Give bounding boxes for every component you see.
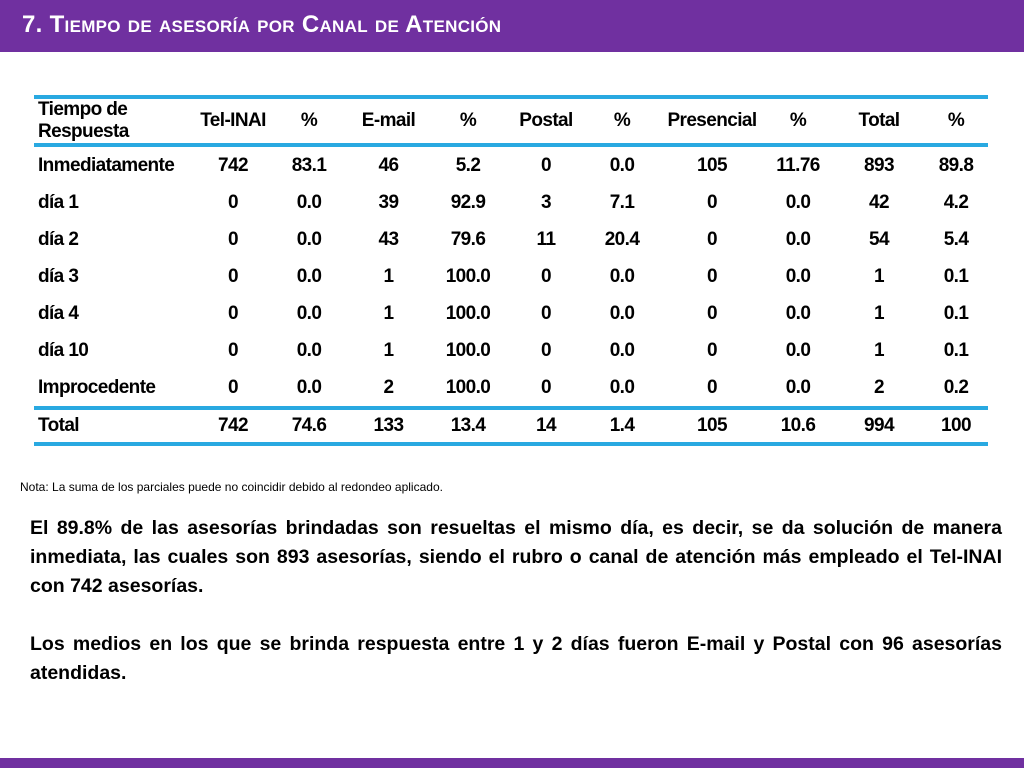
table-cell: 0	[228, 376, 238, 398]
column-header: E-mail	[361, 110, 416, 131]
row-label: día 1	[38, 191, 79, 213]
total-label: Total	[38, 415, 79, 436]
table-cell: 100.0	[445, 265, 491, 287]
summary-paragraph: El 89.8% de las asesorías brindadas son resueltas el mismo día, es decir, se da solución de manera inmediata, las cuales son 893 asesorías, siendo el rubro o canal de atención más empleado el Tel-INAI con 742 asesorías.	[30, 517, 1002, 597]
table-cell: 3	[541, 191, 551, 213]
column-header: Tiempo de Respuesta	[38, 99, 129, 142]
table-cell: 2	[874, 376, 884, 398]
column-header: %	[613, 110, 631, 131]
table-row	[34, 184, 988, 221]
table-cell: 0	[707, 339, 717, 361]
table-cell: 1	[874, 265, 884, 287]
table-cell: 1	[383, 339, 394, 361]
table-cell: 105	[697, 154, 727, 176]
table-cell: 0.0	[609, 302, 635, 324]
table-row	[34, 221, 988, 258]
table-row	[34, 258, 988, 295]
table-cell: 0.0	[296, 302, 322, 324]
total-cell: 74.6	[291, 415, 327, 436]
table-cell: 5.4	[943, 228, 969, 250]
page-title: 7. Tiempo de asesoría por Canal de Atención	[22, 11, 502, 38]
table-cell: 0	[228, 302, 238, 324]
table-cell: 0.1	[943, 339, 969, 361]
table-cell: 1	[383, 265, 394, 287]
table-cell: 11	[536, 228, 556, 250]
row-label: día 4	[38, 302, 79, 324]
table-cell: 92.9	[450, 191, 486, 213]
table-cell: 11.76	[776, 154, 820, 176]
total-cell: 1.4	[609, 415, 635, 436]
total-cell: 105	[697, 415, 727, 436]
column-header: Presencial	[667, 110, 757, 131]
total-cell: 133	[373, 415, 404, 436]
column-header: %	[947, 110, 965, 131]
total-cell: 100	[941, 415, 971, 436]
table-cell: 5.2	[455, 154, 481, 176]
total-cell: 14	[536, 415, 556, 436]
table-cell: 0.0	[296, 376, 322, 398]
row-label: Inmediatamente	[38, 154, 175, 176]
total-cell: 13.4	[450, 415, 486, 436]
table-cell: 0.0	[785, 376, 811, 398]
table-cell: 0.0	[296, 228, 322, 250]
table-cell: 0.0	[785, 302, 811, 324]
table-cell: 0.0	[296, 339, 322, 361]
table-cell: 4.2	[943, 191, 969, 213]
table-cell: 0	[707, 376, 717, 398]
table-cell: 0	[541, 376, 551, 398]
column-header: Total	[858, 110, 900, 131]
response-time-table	[34, 95, 988, 446]
table-cell: 893	[864, 154, 894, 176]
row-label: día 2	[38, 228, 79, 250]
table-cell: 43	[378, 228, 399, 250]
column-header: Tel-INAI	[200, 110, 266, 131]
table-cell: 0.1	[943, 302, 969, 324]
table-cell: 0.0	[296, 191, 322, 213]
table-cell: 0	[541, 154, 551, 176]
table-cell: 1	[874, 302, 884, 324]
table-cell: 0	[707, 302, 717, 324]
table-cell: 0	[541, 302, 551, 324]
table-cell: 83.1	[291, 154, 327, 176]
title-bar	[0, 0, 1024, 52]
table-cell: 100.0	[445, 302, 491, 324]
table-cell: 0	[541, 339, 551, 361]
total-cell: 10.6	[780, 415, 816, 436]
footnote: Nota: La suma de los parciales puede no coincidir debido al redondeo aplicado.	[20, 480, 443, 494]
table-cell: 0.0	[609, 376, 635, 398]
table-cell: 0	[228, 339, 238, 361]
row-label: día 10	[38, 339, 89, 361]
column-header: Postal	[519, 110, 573, 131]
table-cell: 0.0	[785, 228, 811, 250]
table-body	[34, 145, 988, 444]
table-cell: 0	[707, 265, 717, 287]
table-cell: 100.0	[445, 376, 491, 398]
total-row	[34, 408, 988, 444]
total-cell: 994	[864, 415, 894, 436]
table-cell: 0	[541, 265, 551, 287]
table-cell: 0.2	[943, 376, 969, 398]
table-cell: 54	[869, 228, 889, 250]
column-header: %	[300, 110, 318, 131]
table-cell: 2	[383, 376, 394, 398]
column-header: %	[789, 110, 807, 131]
column-header: %	[459, 110, 477, 131]
row-label: día 3	[38, 265, 79, 287]
table-row	[34, 145, 988, 184]
table-row	[34, 295, 988, 332]
table-cell: 1	[383, 302, 394, 324]
table-cell: 0.0	[296, 265, 322, 287]
table-cell: 20.4	[604, 228, 640, 250]
table-cell: 100.0	[445, 339, 491, 361]
table-cell: 7.1	[609, 191, 635, 213]
table-cell: 1	[874, 339, 884, 361]
table-cell: 742	[218, 154, 248, 176]
table-cell: 0.0	[609, 339, 635, 361]
table-cell: 0.1	[943, 265, 969, 287]
summary-text	[30, 514, 1002, 717]
table-cell: 0.0	[609, 154, 635, 176]
table-cell: 0.0	[785, 265, 811, 287]
table-cell: 39	[378, 191, 399, 213]
table-cell: 89.8	[938, 154, 974, 176]
table-cell: 79.6	[450, 228, 486, 250]
table-cell: 0.0	[785, 191, 811, 213]
bottom-bar	[0, 758, 1024, 768]
response-time-table-container	[34, 95, 988, 446]
table-cell: 0	[707, 191, 717, 213]
table-cell: 0	[228, 265, 238, 287]
summary-paragraph: Los medios en los que se brinda respuesta entre 1 y 2 días fueron E-mail y Postal con 96 asesorías atendidas.	[30, 633, 1002, 684]
table-row	[34, 332, 988, 369]
table-cell: 0	[228, 191, 238, 213]
table-cell: 0.0	[785, 339, 811, 361]
table-cell: 0.0	[609, 265, 635, 287]
table-row	[34, 369, 988, 408]
table-header-row	[34, 97, 988, 145]
table-cell: 0	[228, 228, 238, 250]
table-cell: 0	[707, 228, 717, 250]
table-cell: 46	[378, 154, 399, 176]
total-cell: 742	[218, 415, 248, 436]
table-cell: 42	[869, 191, 889, 213]
row-label: Improcedente	[38, 376, 156, 398]
